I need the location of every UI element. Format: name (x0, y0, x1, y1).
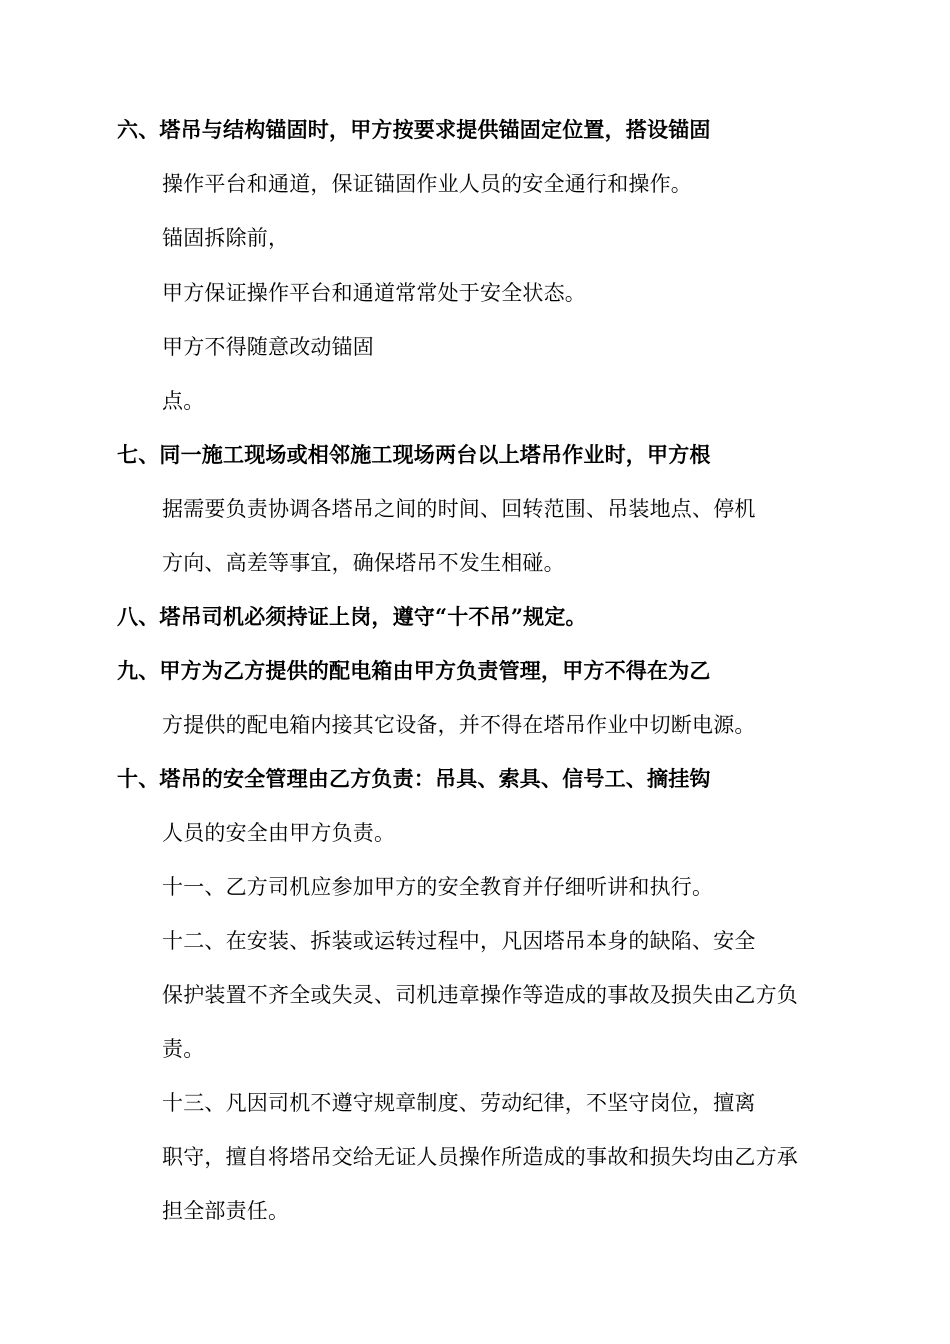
clause-6-heading: 六、塔吊与结构锚固时，甲方按要求提供锚固定位置，搭设锚固 (117, 117, 711, 142)
clause-8-heading: 八、塔吊司机必须持证上岗，遵守“十不吊”规定。 (117, 604, 587, 629)
clause-6-text-line: 操作平台和通道，保证锚固作业人员的安全通行和操作。 (162, 172, 692, 196)
clause-12-line: 十二、在安装、拆装或运转过程中，凡因塔吊本身的缺陷、安全 (162, 929, 756, 953)
clause-13-line: 职守，擅自将塔吊交给无证人员操作所造成的事故和损失均由乙方承 (162, 1145, 798, 1169)
clause-10-text-line: 人员的安全由甲方负责。 (162, 821, 396, 845)
clause-11-line: 十一、乙方司机应参加甲方的安全教育并仔细听讲和执行。 (162, 875, 714, 899)
clause-12-line: 责。 (162, 1037, 205, 1061)
clause-6-text-line: 点。 (162, 389, 205, 413)
clause-6-text-line: 甲方不得随意改动锚固 (162, 335, 374, 359)
clause-12-line: 保护装置不齐全或失灵、司机违章操作等造成的事故及损失由乙方负 (162, 983, 798, 1007)
clause-9-text-line: 方提供的配电箱内接其它设备，并不得在塔吊作业中切断电源。 (162, 713, 756, 737)
clause-13-line: 担全部责任。 (162, 1199, 290, 1223)
clause-6-text-line: 锚固拆除前， (162, 226, 290, 250)
clause-9-heading: 九、甲方为乙方提供的配电箱由甲方负责管理，甲方不得在为乙 (117, 658, 711, 683)
clause-7-text-line: 方向、高差等事宜，确保塔吊不发生相碰。 (162, 551, 565, 575)
clause-7-text-line: 据需要负责协调各塔吊之间的时间、回转范围、吊装地点、停机 (162, 497, 756, 521)
clause-6-text-line: 甲方保证操作平台和通道常常处于安全状态。 (162, 281, 586, 305)
clause-13-line: 十三、凡因司机不遵守规章制度、劳动纪律，不坚守岗位，擅离 (162, 1091, 756, 1115)
clause-7-heading: 七、同一施工现场或相邻施工现场两台以上塔吊作业时，甲方根 (117, 442, 711, 467)
clause-10-heading: 十、塔吊的安全管理由乙方负责：吊具、索具、信号工、摘挂钩 (117, 766, 711, 791)
